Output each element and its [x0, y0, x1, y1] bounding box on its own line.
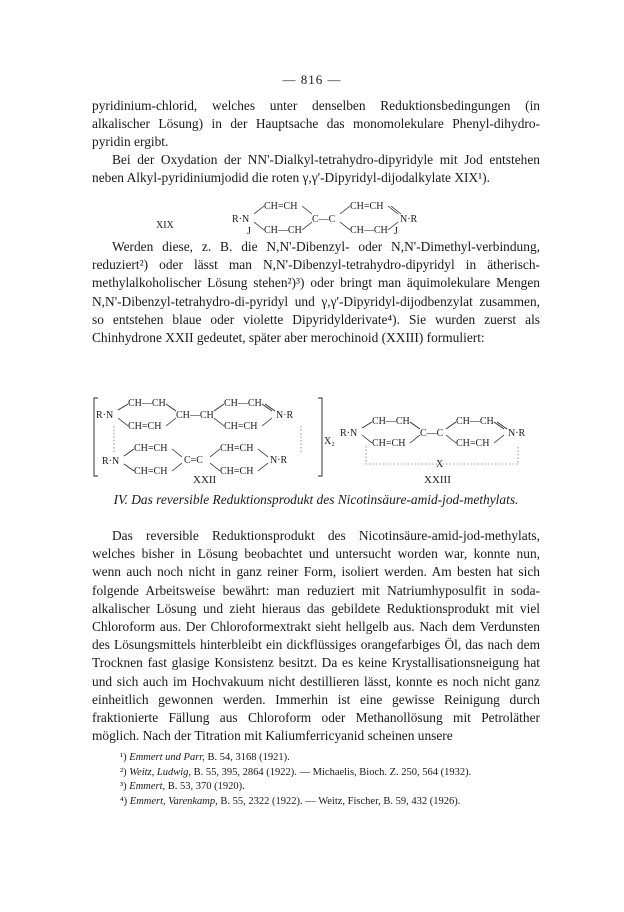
formula-xxiii-mid: C—C: [420, 428, 444, 439]
formula-xxiii-bot2: CH=CH: [456, 438, 490, 449]
formula-xix-bot1: CH—CH: [264, 225, 302, 236]
formula-xxii-r2-top1: CH=CH: [134, 443, 168, 454]
formula-xxiii-rn: R·N: [340, 428, 358, 439]
footnote-2: ²) Weitz, Ludwig, B. 55, 395, 2864 (1922). — Michaelis, Bioch. Z. 250, 564 (1932).: [120, 766, 472, 778]
formula-xxii-r1-top2: CH—CH: [224, 398, 262, 409]
formula-xxii-r1-bot1: CH=CH: [128, 421, 162, 432]
formula-xxii-r2-bot2: CH=CH: [220, 466, 254, 477]
formula-xxii-r1-top1: CH—CH: [128, 398, 166, 409]
formula-xix-nr: N·R: [400, 214, 418, 225]
formula-xxii: [92, 396, 335, 482]
section-title: Das reversible Reduktionsprodukt des Nicotinsäure-amid-jod-methylats.: [131, 492, 519, 507]
formula-xxii-r1-rn: R·N: [96, 410, 114, 421]
formula-xix-j2: J: [394, 226, 398, 237]
formula-xxiii-nr: N·R: [508, 428, 526, 439]
formula-xix: [150, 200, 480, 236]
formula-xxii-r1-nr: N·R: [276, 410, 294, 421]
footnote-3: ³) Emmert, B. 53, 370 (1920).: [120, 781, 245, 792]
formula-xix-label: XIX: [156, 220, 174, 231]
section-number: IV.: [113, 492, 128, 507]
formula-xxiii-bot1: CH=CH: [372, 438, 406, 449]
formula-xxii-r2-top2: CH=CH: [220, 443, 254, 454]
formula-xxii-x2: X₂: [324, 436, 335, 447]
formula-xix-rn: R·N: [232, 214, 250, 225]
formula-xxiii-label: XXIII: [424, 474, 451, 486]
page-number: — 816 —: [282, 72, 342, 87]
footnotes: [120, 751, 550, 809]
formula-xix-center: C—C: [312, 214, 336, 225]
formula-xxii-label: XXII: [193, 474, 217, 486]
formula-xix-top2: CH=CH: [350, 201, 384, 212]
formula-xxiii-top2: CH—CH: [456, 416, 494, 427]
formula-xix-j1: J: [247, 226, 251, 237]
paragraph-reduction: Werden diese, z. B. die N,N'-Dibenzyl- oder N,N'-Dimethyl-verbindung, reduziert²) oder lässt man N,N'-Dibenzyl-tetrahydro-dipyridyl in ätherisch-methylalkoholischer Lösung stehen²)³) oder bringt man äquimolekulare Mengen N,N'-Dibenzyl-tetrahydro-di-pyridyl und γ,γ'-Dipyridyl-dijodbenzylat zusammen, so entstehen blaue oder violette Dipyridylderivate⁴). Sie wurden zuerst als Chinhydrone XXII gedeutet, später aber merochinoid (XXIII) formuliert:: [92, 239, 540, 346]
paragraph-oxidation: Bei der Oxydation der NN'-Dialkyl-tetrahydro-dipyridyle mit Jod entstehen neben Alkyl-pyridiniumjodid die roten γ,γ'-Dipyridyl-dijodalkylate XIX¹).: [92, 152, 540, 186]
formula-xxii-r2-nr: N·R: [270, 455, 288, 466]
formula-xxiii: [338, 416, 548, 472]
paragraph-continuation: pyridinium-chlorid, welches unter denselben Reduktionsbedingungen (in alkalischer Lösung) in der Hauptsache das monomolekulare Phenyl-dihydro-pyridin ergibt.: [92, 98, 540, 150]
formula-xix-bot2: CH—CH: [350, 225, 388, 236]
formula-xxii-r2-mid: C=C: [184, 455, 203, 466]
formula-xxii-r2-bot1: CH=CH: [134, 466, 168, 477]
footnote-4: ⁴) Emmert, Varenkamp, B. 55, 2322 (1922). — Weitz, Fischer, B. 59, 432 (1926).: [120, 795, 461, 807]
paragraph-section-iv: Das reversible Reduktionsprodukt des Nicotinsäure-amid-jod-methylats, welches bisher in Lösung beobachtet und untersucht worden war, konnte nun, wenn auch noch nicht in ganz reiner Form, isoliert werden. Am besten hat sich folgende Arbeitsweise bewährt: man reduziert mit Natriumhyposulfit in soda-alkalischer Lösung und zieht hieraus das gebildete Reduktionsprodukt mit viel Chloroform aus. Der Chloroformextrakt sieht hellgelb aus. Nach dem Verdunsten des Lösungsmittels hinterbleibt ein dickflüssiges orangefarbiges Öl, das nach dem Trocknen fast glasige Konsistenz besitzt. Da es keine Krystallisationsneigung hat und sich auch im Hochvakuum nicht destillieren lässt, konnte es noch nicht ganz einheitlich gewonnen werden. Immerhin ist eine gewisse Reinigung durch fraktionierte Fällung aus Chloroform oder Methanollösung mit Petroläther möglich. Nach der Titration mit Kaliumferricyanid scheinen unsere: [92, 528, 540, 744]
formula-xxiii-x: X: [436, 459, 444, 470]
formula-xxii-r2-rn: R·N: [102, 456, 120, 467]
footnote-1: ¹) Emmert und Parr, B. 54, 3168 (1921).: [120, 752, 290, 763]
formula-xxii-r1-bot2: CH=CH: [224, 421, 258, 432]
formula-xxiii-top1: CH—CH: [372, 416, 410, 427]
formula-xxii-r1-mid: CH—CH: [176, 410, 214, 421]
section-heading: [92, 491, 540, 509]
formula-xix-top1: CH=CH: [264, 201, 298, 212]
